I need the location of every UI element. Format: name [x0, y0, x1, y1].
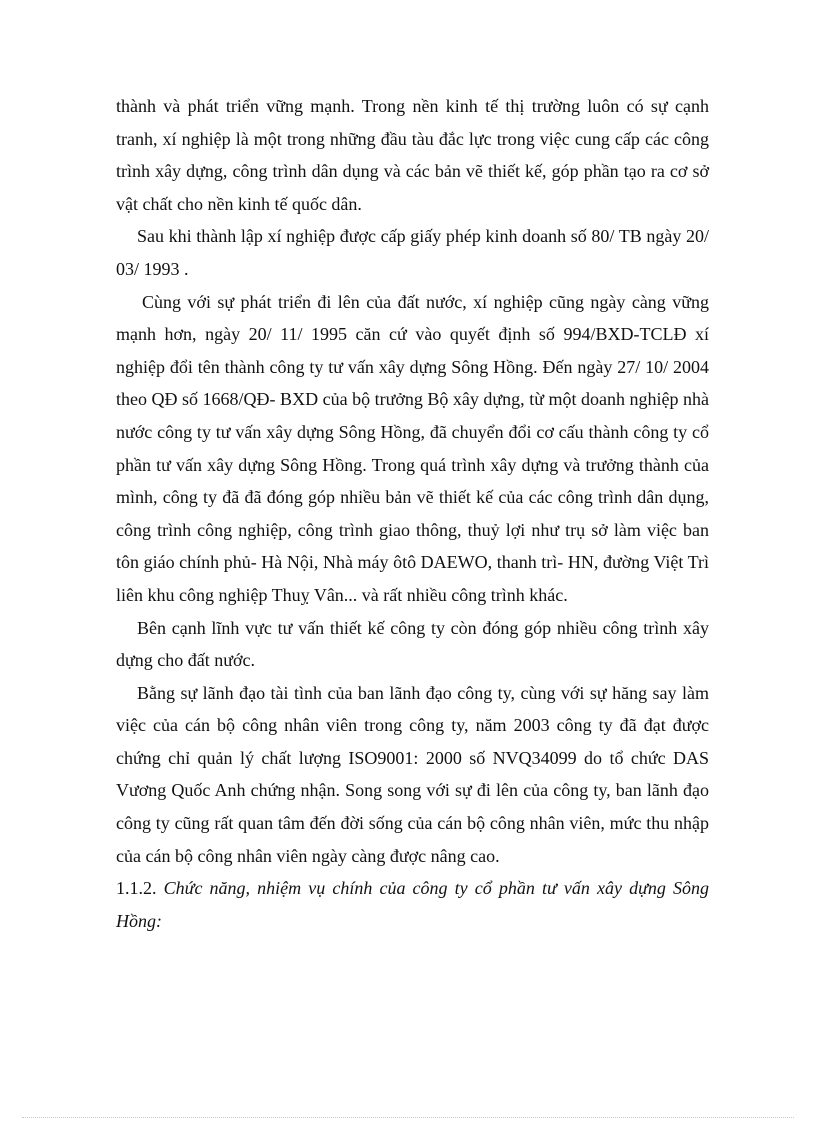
paragraph-iso-certification: Bằng sự lãnh đạo tài tình của ban lãnh đạo công ty, cùng với sự hăng say làm việc của cán bộ công nhân viên trong công ty, năm 2003 công ty đã đạt được chứng chỉ quản lý chất lượng ISO9001: 2000 số NVQ34099 do tổ chức DAS Vương Quốc Anh chứng nhận. Song song với sự đi lên của công ty, ban lãnh đạo công ty cũng rất quan tâm đến đời sống của cán bộ công nhân viên, mức thu nhập của cán bộ công nhân viên ngày càng được nâng cao.	[116, 682, 709, 866]
document-page	[116, 90, 709, 937]
section-title: Chức năng, nhiệm vụ chính của công ty cổ phần tư vấn xây dựng Sông Hồng:	[116, 878, 710, 931]
section-number: 1.1.2.	[116, 878, 157, 899]
paragraph-company-history: Cùng với sự phát triển đi lên của đất nước, xí nghiệp cũng ngày càng vững mạnh hơn, ngày 20/ 11/ 1995 căn cứ vào quyết định số 994/BXD-TCLĐ xí nghiệp đổi tên thành công ty tư vấn xây dựng Sông Hồng. Đến ngày 27/ 10/ 2004 theo QĐ số 1668/QĐ- BXD của bộ trưởng Bộ xây dựng, từ một doanh nghiệp nhà nước công ty tư vấn xây dựng Sông Hồng, đã chuyển đổi cơ cấu thành công ty cổ phần tư vấn xây dựng Sông Hồng. Trong quá trình xây dựng và trưởng thành của mình, công ty đã đã đóng góp nhiều bản vẽ thiết kế của các công trình dân dụng, công trình công nghiệp, công trình giao thông, thuỷ lợi như trụ sở làm việc ban tôn giáo chính phủ- Hà Nội, Nhà máy ôtô DAEWO, thanh trì- HN, đường Việt Trì liên khu công nghiệp Thuỵ Vân... và rất nhiều công trình khác.	[116, 291, 709, 605]
page-bottom-divider	[22, 1117, 794, 1118]
section-heading	[116, 872, 709, 937]
paragraph-construction: Bên cạnh lĩnh vực tư vấn thiết kế công ty còn đóng góp nhiều công trình xây dựng cho đất nước.	[116, 617, 709, 671]
paragraph-continuation: thành và phát triển vững mạnh. Trong nền kinh tế thị trường luôn có sự cạnh tranh, xí nghiệp là một trong những đầu tàu đắc lực trong việc cung cấp các công trình xây dựng, công trình dân dụng và các bản vẽ thiết kế, góp phần tạo ra cơ sở vật chất cho nền kinh tế quốc dân.	[116, 96, 709, 214]
paragraph-business-license: Sau khi thành lập xí nghiệp được cấp giấy phép kinh doanh số 80/ TB ngày 20/ 03/ 1993 .	[116, 226, 709, 279]
